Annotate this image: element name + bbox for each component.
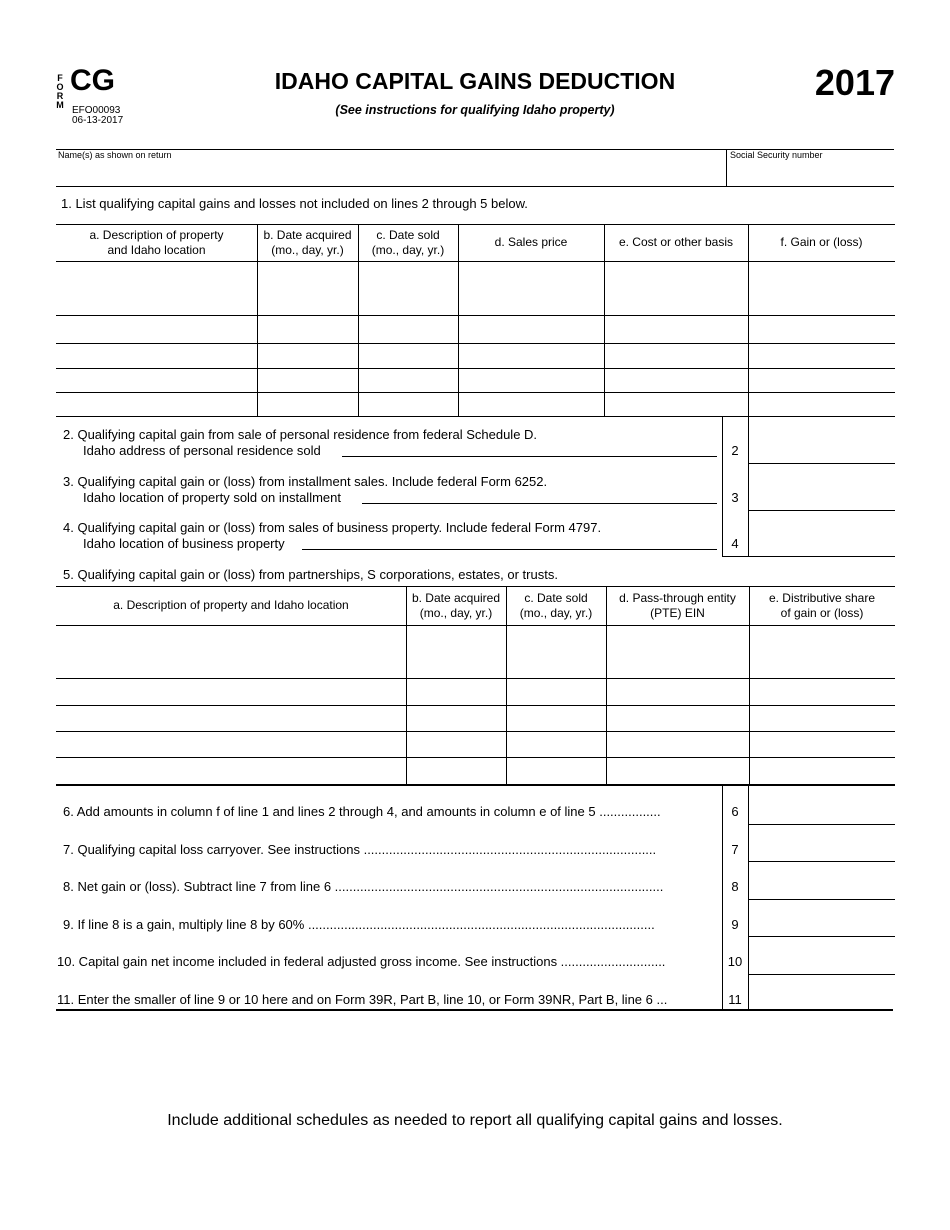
- footer-note: Include additional schedules as needed to report all qualifying capital gains and losses.: [167, 1112, 783, 1129]
- line-1-cell[interactable]: [459, 344, 603, 367]
- line-1-cell[interactable]: [258, 369, 357, 391]
- divider: [56, 186, 894, 187]
- line-number: 6: [731, 804, 739, 819]
- line-1-cell[interactable]: [605, 289, 747, 314]
- line-1-cell[interactable]: [605, 316, 747, 342]
- line-1-col-header: c. Date sold (mo., day, yr.): [371, 227, 445, 257]
- line-location-label: Idaho location of business property: [83, 536, 285, 551]
- line-5-cell[interactable]: [607, 679, 748, 704]
- line-5-col-header: c. Date sold (mo., day, yr.): [519, 590, 593, 620]
- line-1-cell[interactable]: [258, 316, 357, 342]
- rule-line: [748, 510, 895, 511]
- column-divider: [748, 784, 749, 1010]
- line-5-col-header: b. Date acquired (mo., day, yr.): [411, 590, 501, 620]
- line-5-cell[interactable]: [607, 732, 748, 756]
- line-5-cell[interactable]: [750, 652, 894, 677]
- names-label: Name(s) as shown on return: [58, 150, 172, 160]
- line-1-col-header: e. Cost or other basis: [618, 235, 734, 249]
- line-text: 11. Enter the smaller of line 9 or 10 here and on Form 39R, Part B, line 10, or Form 39NR, Part B, line 6 ...: [57, 992, 668, 1007]
- line-5-cell[interactable]: [607, 706, 748, 730]
- line-1-cell[interactable]: [459, 262, 603, 287]
- line-number: 2: [731, 443, 739, 458]
- amount-field[interactable]: [750, 863, 894, 896]
- divider: [726, 149, 727, 186]
- line-text: 7. Qualifying capital loss carryover. See instructions .................................................................................: [63, 842, 657, 857]
- line-1-cell[interactable]: [359, 344, 457, 367]
- rule-line: [56, 784, 895, 786]
- line-number: 9: [731, 917, 739, 932]
- line-text: 8. Net gain or (loss). Subtract line 7 from line 6 ...........................................................................................: [63, 879, 664, 894]
- line-5-cell[interactable]: [57, 626, 405, 650]
- line-number: 4: [731, 536, 739, 551]
- line-number: 10: [727, 954, 743, 969]
- amount-field[interactable]: [750, 512, 892, 554]
- rule-line: [56, 416, 895, 417]
- amount-field[interactable]: [750, 938, 894, 971]
- line-1-cell[interactable]: [605, 369, 747, 391]
- form-label-vertical: F O R M: [56, 73, 64, 110]
- line-5-cell[interactable]: [507, 679, 605, 704]
- line-text: 10. Capital gain net income included in federal adjusted gross income. See instructions .............................: [57, 954, 666, 969]
- line-1-cell[interactable]: [359, 393, 457, 415]
- line-1-cell[interactable]: [459, 316, 603, 342]
- rule-line: [56, 1009, 893, 1011]
- line-5-col-header: e. Distributive share of gain or (loss): [768, 590, 876, 620]
- line-1-cell[interactable]: [749, 262, 894, 287]
- line-5-cell[interactable]: [607, 652, 748, 677]
- lines-6-11: [56, 784, 895, 1014]
- line-text: 2. Qualifying capital gain from sale of personal residence from federal Schedule D.: [63, 427, 538, 442]
- amount-field[interactable]: [750, 465, 892, 507]
- line-1-col-header: b. Date acquired (mo., day, yr.): [263, 227, 352, 257]
- line-1-table: [56, 224, 895, 417]
- line-5-cell[interactable]: [57, 679, 405, 704]
- lines-2-4: [56, 416, 895, 558]
- line-1-cell[interactable]: [749, 316, 894, 342]
- line-text: 9. If line 8 is a gain, multiply line 8 by 60% ................................................................................................: [63, 917, 655, 932]
- line-1-cell[interactable]: [258, 393, 357, 415]
- line-number: 3: [731, 490, 739, 505]
- line-text: 4. Qualifying capital gain or (loss) from sales of business property. Include federal Form 4797.: [63, 520, 602, 535]
- line-5-cell[interactable]: [507, 626, 605, 650]
- rule-line: [748, 936, 895, 937]
- line-1-cell[interactable]: [258, 262, 357, 287]
- line-1-cell[interactable]: [258, 344, 357, 367]
- line-1-col-header: d. Sales price: [494, 235, 568, 249]
- line-location-label: Idaho address of personal residence sold: [83, 443, 321, 458]
- ssn-field[interactable]: [728, 162, 893, 185]
- line-1-cell[interactable]: [258, 289, 357, 314]
- line-5-cell[interactable]: [407, 706, 505, 730]
- line-5-cell[interactable]: [507, 706, 605, 730]
- column-divider: [748, 416, 749, 557]
- names-field[interactable]: [57, 162, 725, 185]
- ssn-label: Social Security number: [730, 150, 823, 160]
- rule-line: [722, 556, 895, 557]
- form-code: CG: [70, 64, 115, 97]
- line-5-cell[interactable]: [750, 706, 894, 730]
- line-1-cell[interactable]: [57, 316, 256, 342]
- line-5-cell[interactable]: [57, 732, 405, 756]
- line-1-cell[interactable]: [605, 262, 747, 287]
- line-number: 8: [731, 879, 739, 894]
- amount-field[interactable]: [750, 788, 894, 821]
- line-5-cell[interactable]: [607, 626, 748, 650]
- line-1-cell[interactable]: [359, 262, 457, 287]
- rule-line: [748, 861, 895, 862]
- line-5-text: 5. Qualifying capital gain or (loss) from partnerships, S corporations, estates, or trusts.: [63, 567, 558, 582]
- line-1-cell[interactable]: [57, 344, 256, 367]
- line-1-cell[interactable]: [359, 289, 457, 314]
- line-1-col-header: f. Gain or (loss): [780, 235, 863, 249]
- line-1-col-header: a. Description of property and Idaho location: [89, 227, 224, 257]
- line-5-col-header: d. Pass-through entity (PTE) EIN: [619, 590, 736, 620]
- line-1-cell[interactable]: [749, 393, 894, 415]
- rule-line: [748, 974, 895, 975]
- line-1-cell[interactable]: [749, 344, 894, 367]
- line-text: 6. Add amounts in column f of line 1 and lines 2 through 4, and amounts in column e of line 5 .................: [63, 804, 661, 819]
- line-1-text: 1. List qualifying capital gains and losses not included on lines 2 through 5 below.: [61, 196, 528, 211]
- line-5-cell[interactable]: [750, 732, 894, 756]
- line-number: 7: [731, 842, 739, 857]
- line-5-cell[interactable]: [57, 652, 405, 677]
- amount-field[interactable]: [750, 418, 892, 460]
- line-5-cell[interactable]: [507, 732, 605, 756]
- line-1-cell[interactable]: [459, 393, 603, 415]
- rule-line: [748, 463, 895, 464]
- line-5-cell[interactable]: [507, 758, 605, 783]
- line-1-cell[interactable]: [605, 344, 747, 367]
- line-1-cell[interactable]: [605, 393, 747, 415]
- line-5-cell[interactable]: [407, 652, 505, 677]
- line-number: 11: [728, 992, 742, 1007]
- line-1-cell[interactable]: [57, 289, 256, 314]
- form-id: EFO00093: [72, 105, 121, 116]
- line-1-cell[interactable]: [57, 369, 256, 391]
- line-5-table: [56, 586, 895, 786]
- form-title: IDAHO CAPITAL GAINS DEDUCTION: [274, 68, 676, 94]
- rule-line: [748, 899, 895, 900]
- line-location-label: Idaho location of property sold on installment: [83, 490, 341, 505]
- line-1-cell[interactable]: [459, 289, 603, 314]
- line-5-cell[interactable]: [407, 679, 505, 704]
- line-1-cell[interactable]: [57, 262, 256, 287]
- form-revision-date: 06-13-2017: [72, 115, 124, 126]
- line-5-cell[interactable]: [407, 732, 505, 756]
- line-1-cell[interactable]: [749, 289, 894, 314]
- location-input[interactable]: [302, 536, 717, 550]
- line-1-cell[interactable]: [459, 369, 603, 391]
- line-5-cell[interactable]: [607, 758, 748, 783]
- rule-line: [748, 824, 895, 825]
- line-5-cell[interactable]: [407, 626, 505, 650]
- tax-year: 2017: [814, 62, 895, 103]
- line-5-cell[interactable]: [750, 679, 894, 704]
- line-5-cell[interactable]: [57, 706, 405, 730]
- line-5-col-header: a. Description of property and Idaho location: [113, 598, 349, 612]
- line-1-cell[interactable]: [57, 393, 256, 415]
- line-1-cell[interactable]: [749, 369, 894, 391]
- line-5-cell[interactable]: [57, 758, 405, 783]
- amount-field[interactable]: [750, 901, 894, 934]
- location-input[interactable]: [342, 443, 717, 457]
- form-subtitle: (See instructions for qualifying Idaho property): [335, 103, 615, 117]
- location-input[interactable]: [362, 490, 717, 504]
- amount-field[interactable]: [750, 976, 894, 1009]
- line-5-cell[interactable]: [507, 652, 605, 677]
- line-5-cell[interactable]: [407, 758, 505, 783]
- line-1-cell[interactable]: [359, 369, 457, 391]
- line-5-cell[interactable]: [750, 626, 894, 650]
- line-1-cell[interactable]: [359, 316, 457, 342]
- line-5-cell[interactable]: [750, 758, 894, 783]
- amount-field[interactable]: [750, 826, 894, 859]
- line-text: 3. Qualifying capital gain or (loss) from installment sales. Include federal Form 6252.: [63, 474, 548, 489]
